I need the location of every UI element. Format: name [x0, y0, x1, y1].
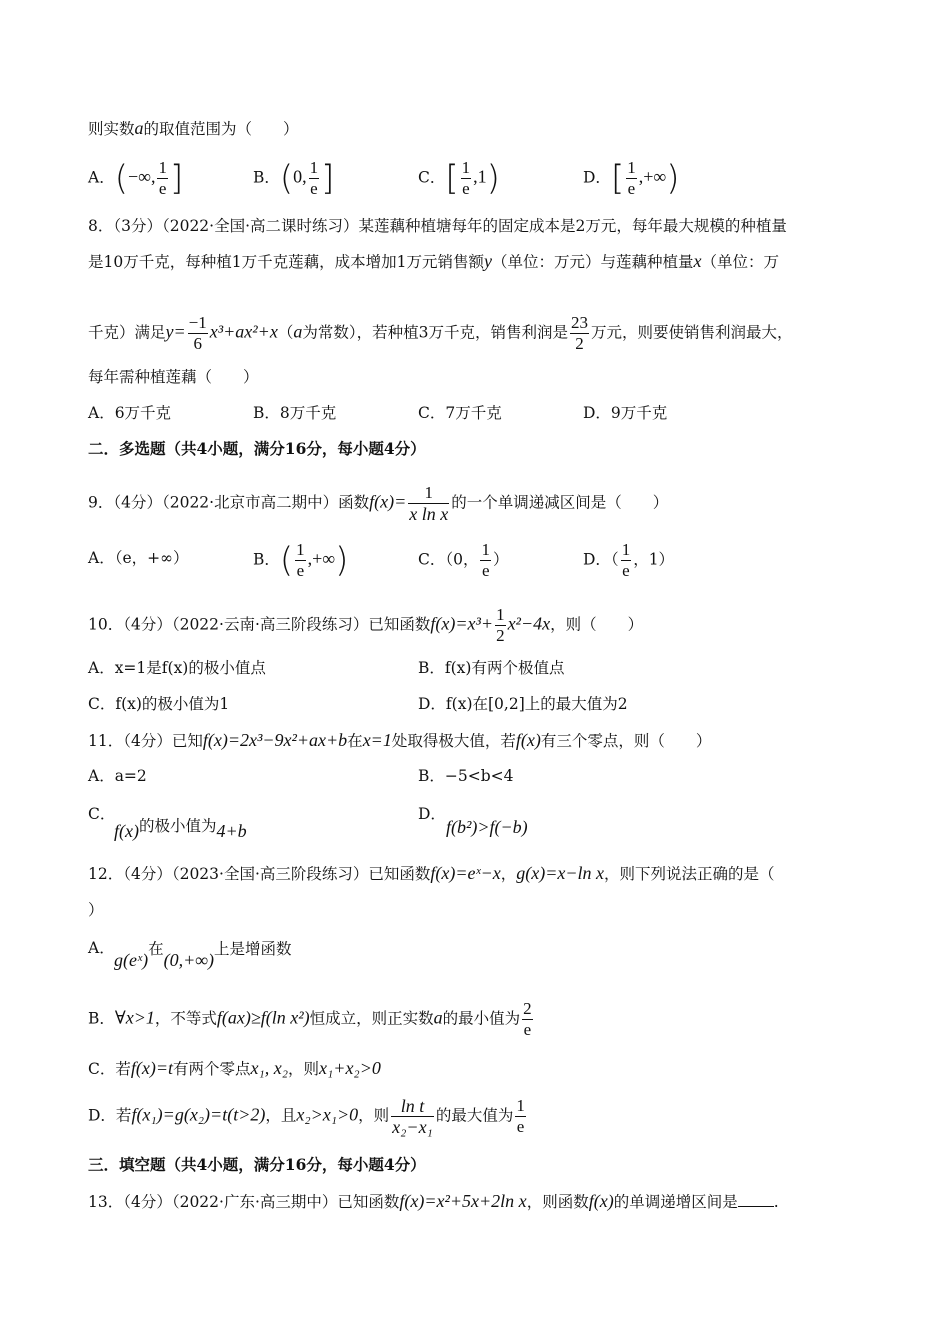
q7-option-a: A．(−∞, $\frac{1}{e}$ ] [88, 158, 184, 199]
answer-blank[interactable] [738, 1194, 774, 1207]
q7-option-b: B．(0, $\frac{1}{e}$ ] [253, 158, 335, 199]
q8-stem-line3: 千克）满足y= $\frac{-1}{6}$ x³+ax²+x（a为常数），若种植3万千克，销售利润是 $\frac{23}{2}$ 万元，则要使销售利润最大， [88, 313, 793, 353]
q8-option-c: C．7万千克 [418, 404, 502, 422]
q12-option-b: B．∀x>1，不等式f(ax)≥f(ln x²)恒成立，则正实数a的最小值为 $\frac{2}{e}$ [88, 999, 532, 1039]
q8-stem-line4: 每年需种植莲藕（ ） [88, 368, 259, 386]
q12-stem-line1: 12．（4分）（2023·全国·高三阶段练习）已知函数f(x)=eˣ−x，g(x)=x−ln x，则下列说法正确的是（ [88, 863, 775, 883]
q11-stem: 11．（4分）已知f(x)=2x³−9x²+ax+b在x=1处取得极大值，若f(x)有三个零点，则（ ） [88, 730, 712, 750]
q9-option-b: B．( $\frac{1}{e}$ ,+∞) [253, 540, 349, 581]
q10-stem: 10．（4分）（2022·云南·高三阶段练习）已知函数f(x)=x³+ $\frac{1}{2}$ x²−4x，则（ ） [88, 605, 644, 645]
q12-option-a-body: g(eˣ)在(0,+∞)上是增函数 [114, 940, 292, 970]
q13-stem: 13．（4分）（2022·广东·高三期中）已知函数f(x)=x²+5x+2ln x，则函数f(x)的单调递增区间是 . [88, 1191, 779, 1211]
section-heading-fill-in: 三．填空题（共4小题，满分16分，每小题4分） [88, 1155, 426, 1174]
q7-option-d: D．[ $\frac{1}{e}$ ,+∞) [583, 158, 680, 199]
q9-option-d: D．（ $\frac{1}{e}$ ，1） [583, 540, 675, 580]
q8-option-a: A．6万千克 [88, 404, 172, 422]
q12-option-c: C．若f(x)=t有两个零点x₁, x₂，则x₁+x₂>0 [88, 1058, 381, 1078]
q11-option-d: D． [418, 805, 446, 823]
q10-option-c: C．f(x)的极小值为1 [88, 695, 230, 713]
q12-stem-line2: ） [88, 901, 104, 919]
q11-option-a: A．a=2 [88, 767, 147, 785]
q8-stem-line1: 8．（3分）（2022·全国·高二课时练习）某莲藕种植塘每年的固定成本是2万元，每年最大规模的种植量 [88, 217, 787, 235]
q8-option-b: B．8万千克 [253, 404, 337, 422]
q12-option-a: A． [88, 939, 115, 957]
q11-option-c: C． [88, 805, 116, 823]
q11-option-b: B．−5<b<4 [418, 767, 514, 785]
q10-option-d: D．f(x)在[0,2]上的最大值为2 [418, 695, 628, 713]
q10-option-b: B．f(x)有两个极值点 [418, 659, 565, 677]
q11-option-d-body: f(b²)>f(−b) [446, 817, 528, 837]
q11-option-c-body: f(x)的极小值为4+b [114, 817, 247, 841]
q8-stem-line2: 是10万千克，每种植1万千克莲藕，成本增加1万元销售额y（单位：万元）与莲藕种植量x（单位：万 [88, 251, 779, 271]
q9-option-a: A．（e，+∞） [88, 549, 189, 567]
q7-stem: 则实数a的取值范围为（ ） [88, 118, 299, 138]
q12-option-d: D．若f(x₁)=g(x₂)=t(t>2)，且x₂>x₁>0，则 $\frac{\text{ln t}}{\text{x₂−x₁}}$ 的最大值为 $\frac{1}{e}$ [88, 1096, 525, 1137]
q8-option-d: D．9万千克 [583, 404, 668, 422]
q9-stem: 9．（4分）（2022·北京市高二期中）函数f(x)= $\frac{1}{\text{x ln x}}$ 的一个单调递减区间是（ ） [88, 483, 669, 524]
q10-option-a: A．x=1是f(x)的极小值点 [88, 659, 266, 677]
q9-option-c: C．（0， $\frac{1}{e}$ ） [418, 540, 509, 580]
q7-option-c: C．[ $\frac{1}{e}$ ,1) [418, 158, 500, 199]
section-heading-multiple-choice: 二．多选题（共4小题，满分16分，每小题4分） [88, 439, 426, 458]
